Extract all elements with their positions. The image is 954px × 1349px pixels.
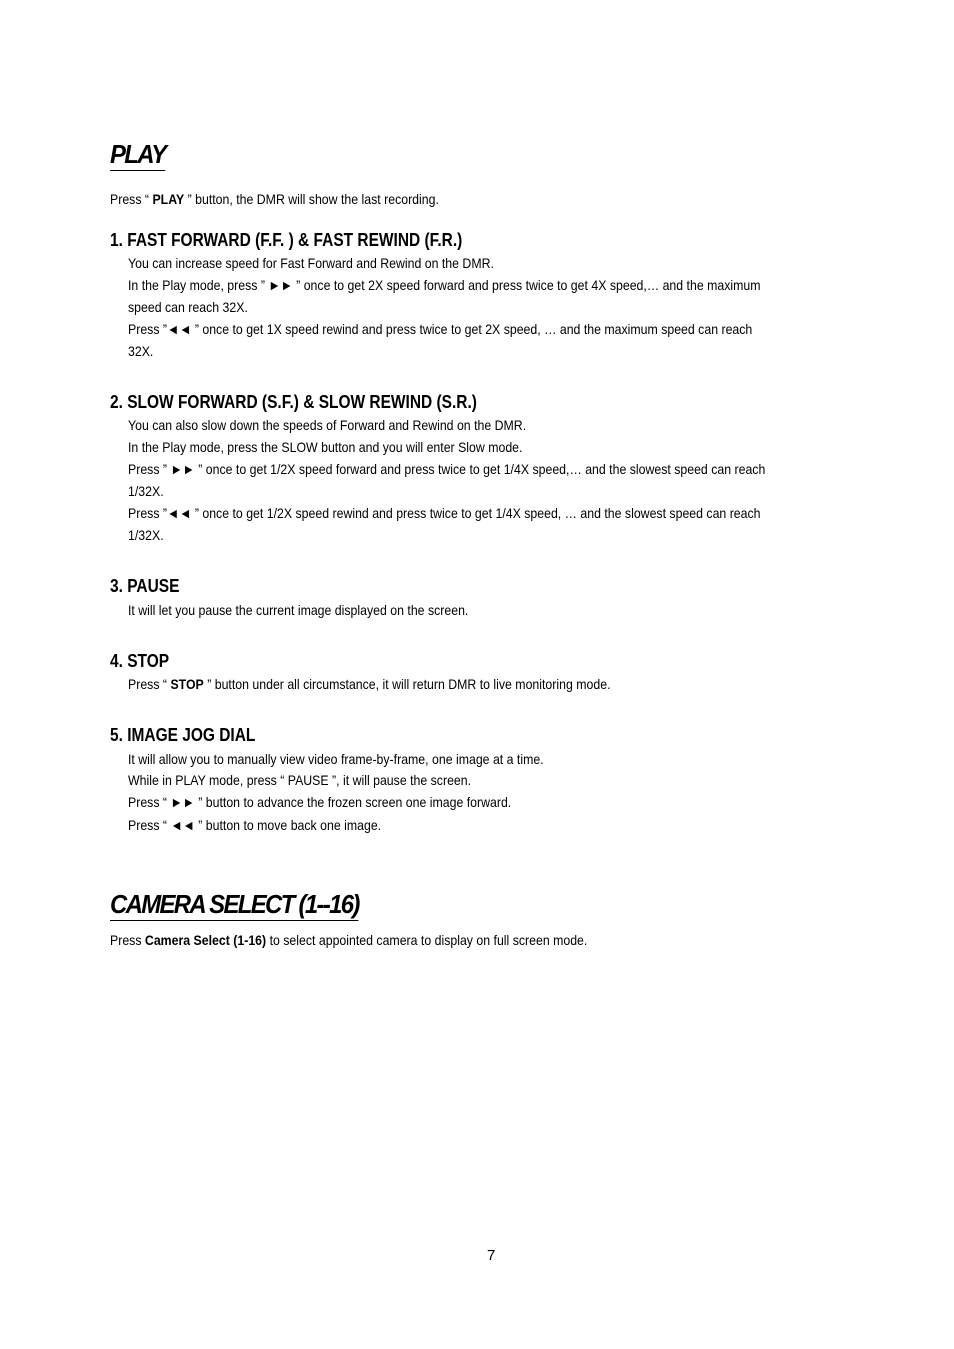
camera-intro-post: to select appointed camera to display on full screen mode. — [266, 932, 588, 948]
section-slow-line: In the Play mode, press the SLOW button and you will enter Slow mode. — [128, 439, 523, 455]
section-slow-line: 1/32X. — [128, 527, 164, 543]
section-ff-line: speed can reach 32X. — [128, 299, 248, 315]
page-number: 7 — [487, 1247, 496, 1264]
stop-line-post: ” button under all circumstance, it will return DMR to live monitoring mode. — [203, 676, 611, 692]
play-heading: PLAY — [110, 139, 166, 169]
section-ff-line: 32X. — [128, 343, 154, 359]
play-intro-bold: PLAY — [152, 191, 185, 207]
stop-line-pre: Press “ — [128, 676, 171, 692]
section-jog-title: 5. IMAGE JOG DIAL — [110, 725, 256, 745]
camera-select-intro — [110, 929, 587, 951]
section-jog-line: It will allow you to manually view video frame-by-frame, one image at a time. — [128, 751, 544, 767]
section-jog-line: Press “ ►► ” button to advance the frozen screen one image forward. — [128, 794, 512, 810]
camera-select-heading: CAMERA SELECT (1--16) — [110, 889, 359, 919]
section-ff-line: You can increase speed for Fast Forward and Rewind on the DMR. — [128, 255, 494, 271]
section-pause-line: It will let you pause the current image displayed on the screen. — [128, 602, 469, 618]
section-pause-title: 3. PAUSE — [110, 576, 180, 596]
section-stop-title: 4. STOP — [110, 651, 170, 671]
camera-intro-bold: Camera Select (1-16) — [144, 932, 267, 948]
section-stop-line — [128, 673, 611, 695]
stop-line-bold: STOP — [170, 676, 204, 692]
play-intro-pre: Press “ — [110, 191, 153, 207]
section-slow-line: 1/32X. — [128, 483, 164, 499]
section-jog-line: While in PLAY mode, press “ PAUSE ”, it will pause the screen. — [128, 772, 472, 788]
section-ff-line: In the Play mode, press ” ►► ” once to get 2X speed forward and press twice to get 4X speed,… and the maximum — [128, 277, 761, 293]
section-slow-title: 2. SLOW FORWARD (S.F.) & SLOW REWIND (S.R.) — [110, 392, 477, 412]
play-intro — [110, 188, 439, 210]
play-intro-post: ” button, the DMR will show the last recording. — [184, 191, 439, 207]
camera-intro-pre: Press — [110, 932, 145, 948]
section-jog-line: Press “ ◄◄ ” button to move back one image. — [128, 817, 382, 833]
section-ff-line: Press ”◄◄ ” once to get 1X speed rewind and press twice to get 2X speed, … and the maximum speed can reach — [128, 321, 753, 337]
section-ff-title: 1. FAST FORWARD (F.F. ) & FAST REWIND (F.R.) — [110, 230, 463, 250]
section-slow-line: Press ” ►► ” once to get 1/2X speed forward and press twice to get 1/4X speed,… and the slowest speed can reach — [128, 461, 766, 477]
section-slow-line: Press ”◄◄ ” once to get 1/2X speed rewind and press twice to get 1/4X speed, … and the slowest speed can reach — [128, 505, 761, 521]
section-slow-line: You can also slow down the speeds of Forward and Rewind on the DMR. — [128, 417, 527, 433]
